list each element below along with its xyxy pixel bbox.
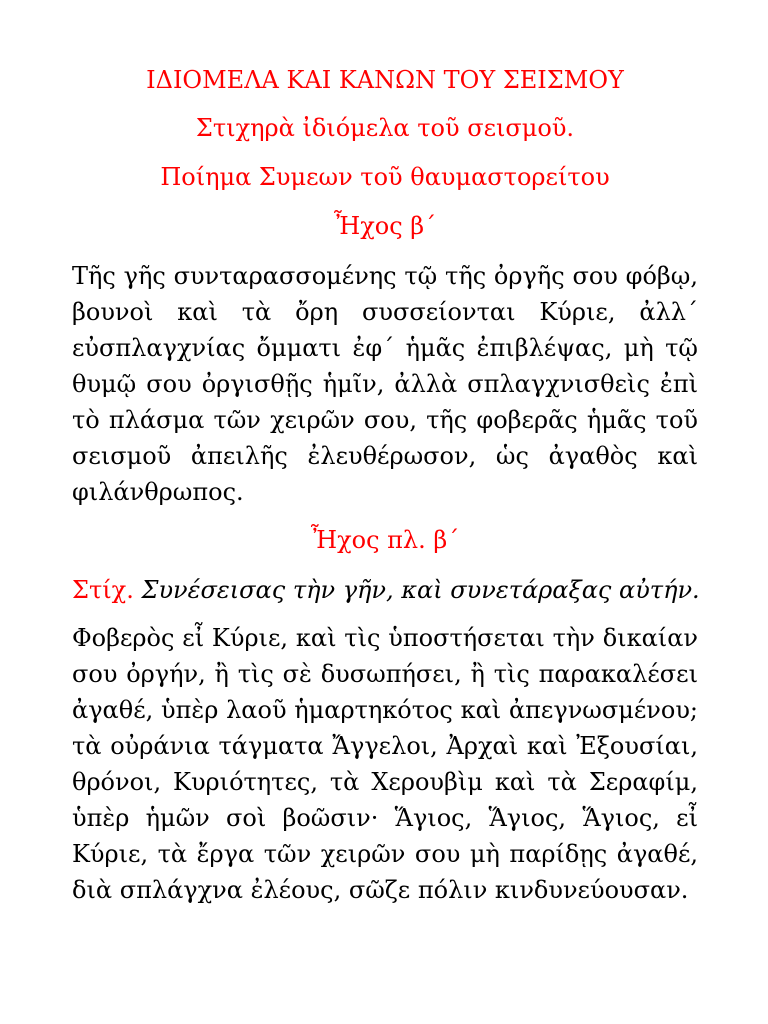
- document-title: ΙΔΙΟΜΕΛΑ ΚΑΙ ΚΑΝΩΝ ΤΟΥ ΣΕΙΣΜΟΥ: [146, 66, 624, 94]
- verse-text: Συνέσεισας τὴν γῆν, καὶ συνετάραξας αὐτήν.: [141, 576, 700, 604]
- hymn-paragraph-2: Φοβερὸς εἶ Κύριε, καὶ τὶς ὑποστήσεται τὴν δικαίαν σου ὀργήν, ἢ τὶς σὲ δυσωπήσει, ἢ τὶς παρακαλέσει ἀγαθέ, ὑπὲρ λαοῦ ἡμαρτηκότος καὶ ἀπεγνωσμένου; τὰ οὐράνια τάγματα Ἄγγελοι, Ἀρχαὶ καὶ Ἐξουσίαι, θρόνοι, Κυριότητες, τὰ Χερουβὶμ καὶ τὰ Σεραφίμ, ὑπὲρ ἡμῶν σοὶ βοῶσιν· Ἅγιος, Ἅγιος, Ἅγιος, εἶ Κύριε, τὰ ἔργα τῶν χειρῶν σου μὴ παρίδῃς ἀγαθέ, διὰ σπλάγχνα ἐλέους, σῶζε πόλιν κινδυνεύουσαν.: [72, 624, 698, 904]
- verse-label: Στίχ.: [72, 576, 134, 604]
- tone-heading-1: Ἦχος β΄: [333, 212, 437, 240]
- verse-line: [72, 572, 698, 608]
- tone-heading-2: Ἦχος πλ. β΄: [310, 526, 460, 554]
- document-author: Ποίημα Συμεων τοῦ θαυμαστορείτου: [160, 163, 610, 191]
- document-page: [72, 62, 698, 920]
- document-subtitle: Στιχηρὰ ἰδιόμελα τοῦ σεισμοῦ.: [195, 114, 575, 142]
- hymn-paragraph-1: Τῆς γῆς συνταρασσομένης τῷ τῆς ὀργῆς σου φόβῳ, βουνοὶ καὶ τὰ ὄρη συσσείονται Κύριε, ἀλλ΄ εὐσπλαγχνίας ὄμματι ἐφ΄ ἡμᾶς ἐπιβλέψας, μὴ τῷ θυμῷ σου ὀργισθῇς ἡμῖν, ἀλλὰ σπλαγχνισθεὶς ἐπὶ τὸ πλάσμα τῶν χειρῶν σου, τῆς φοβερᾶς ἡμᾶς τοῦ σεισμοῦ ἀπειλῆς ἐλευθέρωσον, ὡς ἀγαθὸς καὶ φιλάνθρωπος.: [72, 262, 698, 506]
